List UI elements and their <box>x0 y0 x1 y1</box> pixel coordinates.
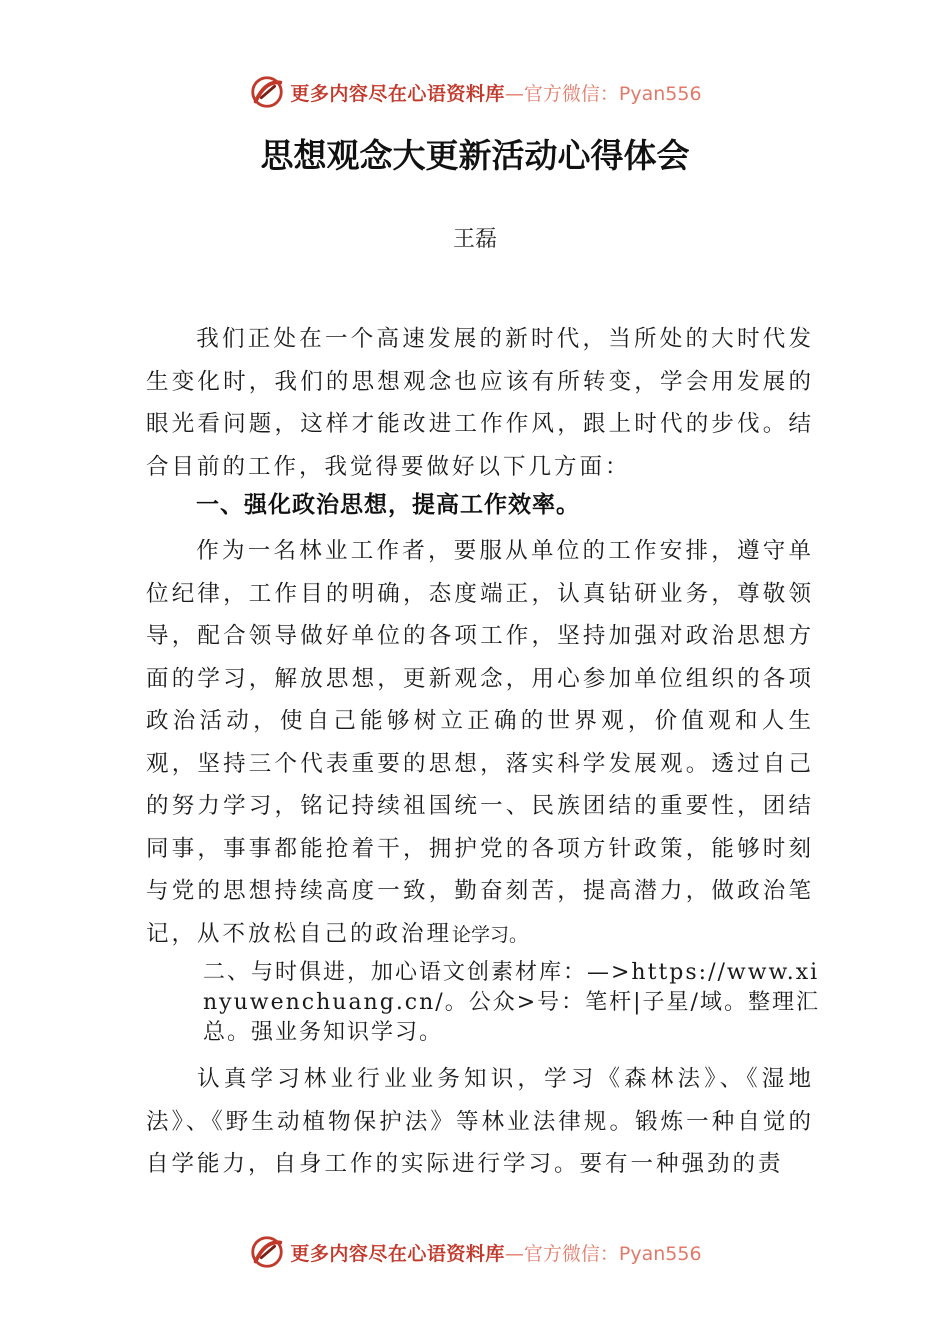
section-1-tail-text: 论学习。 <box>452 923 529 946</box>
footer-watermark-banner <box>0 1232 950 1272</box>
section-1-paragraph <box>146 530 814 956</box>
section-heading-1: 一、强化政治思想，提高工作效率。 <box>196 492 580 518</box>
document-author: 王磊 <box>452 227 497 252</box>
logo-icon <box>248 1233 286 1271</box>
banner-wechat-text: —官方微信：Pyan556 <box>504 1242 702 1265</box>
header-watermark-banner <box>0 72 950 112</box>
document-title: 思想观念大更新活动心得体会 <box>260 136 690 175</box>
section-2-text: 认真学习林业行业业务知识，学习《森林法》、《湿地法》、《野生动植物保护法》等林业法律规。锻炼一种自觉的自学能力，自身工作的实际进行学习。要有一种强劲的责 <box>146 1066 814 1177</box>
intro-text: 我们正处在一个高速发展的新时代，当所处的大时代发生变化时，我们的思想观念也应该有所转变，学会用发展的眼光看问题，这样才能改进工作作风，跟上时代的步伐。结合目前的工作，我觉得要做好以下几方面： <box>146 326 814 480</box>
section-heading-2: 二、与时俱进，加心语文创素材库：—>https://www.xinyuwenchuang.cn/。公众>号：笔杆|子星/域。整理汇总。强业务知识学习。 <box>203 960 820 1045</box>
banner-brand-text: 更多内容尽在心语资料库 <box>290 82 505 105</box>
section-1-text: 作为一名林业工作者，要服从单位的工作安排，遵守单位纪律，工作目的明确，态度端正，认真钻研业务，尊敬领导，配合领导做好单位的各项工作，坚持加强对政治思想方面的学习，解放思想，更新观念，用心参加单位组织的各项政治活动，使自己能够树立正确的世界观，价值观和人生观，坚持三个代表重要的思想，落实科学发展观。透过自己的努力学习，铭记持续祖国统一、民族团结的重要性，团结同事，事事都能抢着干，拥护党的各项方针政策，能够时刻与党的思想持续高度一致，勤奋刻苦，提高潜力，做政治笔记，从不放松自己的政治理 <box>146 538 814 947</box>
logo-icon <box>248 73 286 111</box>
intro-paragraph <box>146 318 814 488</box>
banner-wechat-text: —官方微信：Pyan556 <box>504 82 702 105</box>
banner-brand-text: 更多内容尽在心语资料库 <box>290 1242 505 1265</box>
section-2-paragraph <box>146 1058 814 1186</box>
